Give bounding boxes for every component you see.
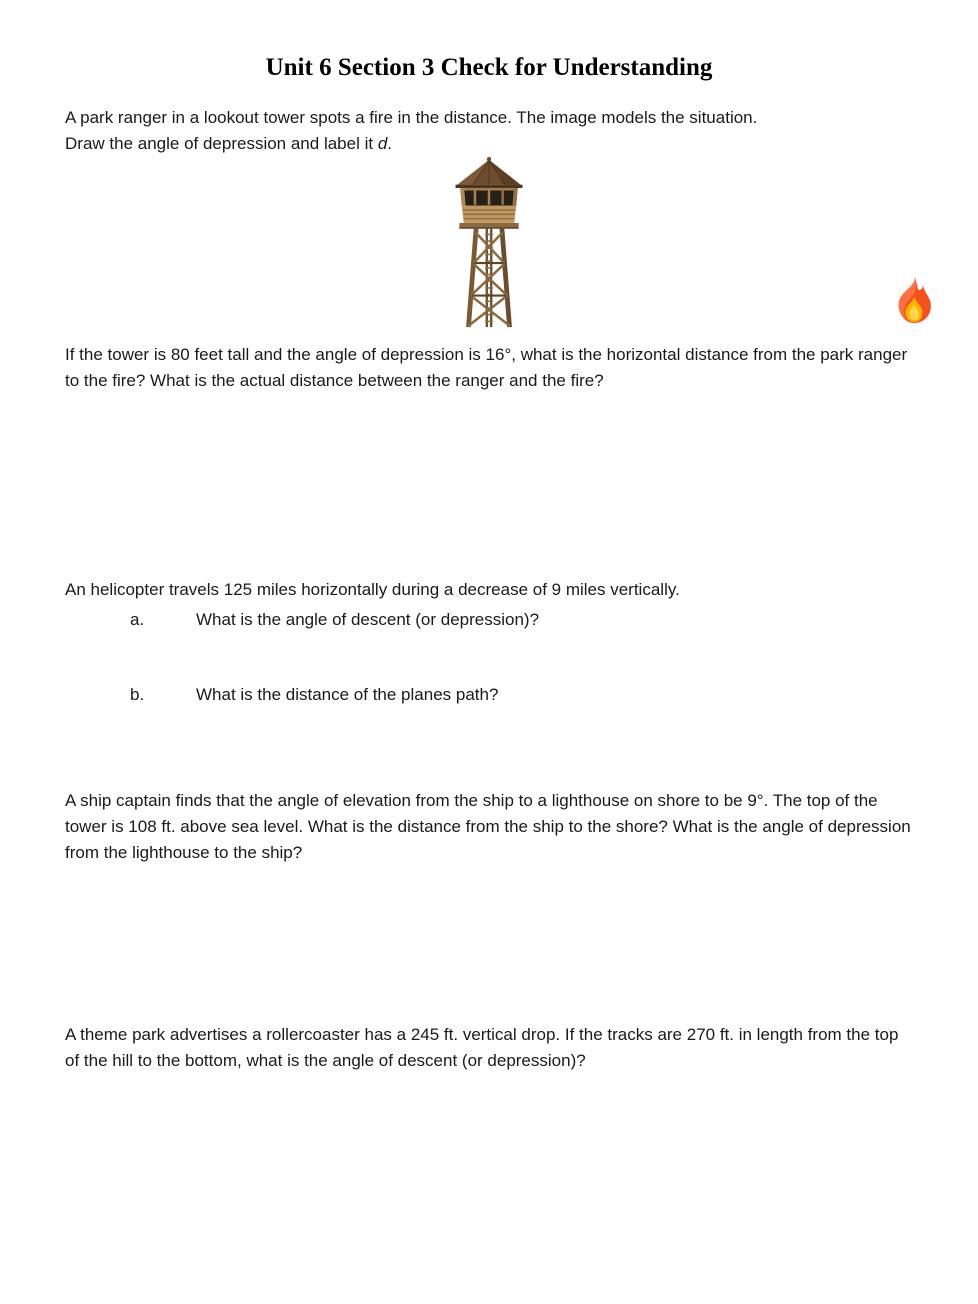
- problem2-part-b-text: What is the distance of the planes path?: [196, 685, 499, 704]
- problem1-line1: A park ranger in a lookout tower spots a fire in the distance. The image models the situation.: [65, 108, 758, 127]
- problem2-intro-text: An helicopter travels 125 miles horizontally during a decrease of 9 miles vertically.: [65, 580, 680, 599]
- problem1-followup-text: If the tower is 80 feet tall and the angle of depression is 16°, what is the horizontal distance from the park ranger to the fire? What is the actual distance between the ranger and the fire?: [65, 345, 908, 390]
- problem4-text: A theme park advertises a rollercoaster has a 245 ft. vertical drop. If the tracks are 270 ft. in length from the top of the hill to the bottom, what is the angle of descent (or depression)?: [65, 1025, 899, 1070]
- problem1-line2-suffix: .: [387, 134, 393, 153]
- problem1-text: [65, 105, 913, 157]
- problem2-part-b: [130, 682, 913, 708]
- lookout-tower-icon: [444, 157, 534, 329]
- problem2-part-a-text: What is the angle of descent (or depression)?: [196, 610, 540, 629]
- problem1-figure: [65, 157, 913, 329]
- page-title: Unit 6 Section 3 Check for Understanding: [265, 54, 713, 81]
- problem1-line2-prefix: Draw the angle of depression and label it: [65, 134, 378, 153]
- problem1-line2: [65, 131, 913, 157]
- problem2-part-b-label: b.: [130, 685, 145, 704]
- problem2-part-a-label: a.: [130, 610, 145, 629]
- problem1-variable: d: [377, 134, 388, 153]
- flame-icon: [888, 275, 940, 327]
- fire-icon: [888, 275, 940, 327]
- problem2-part-a: [130, 607, 913, 633]
- problem3-text: A ship captain finds that the angle of elevation from the ship to a lighthouse on shore to be 9°. The top of the tower is 108 ft. above sea level. What is the distance from the ship to the shore? What is the angle of depression from the lighthouse to the ship?: [65, 791, 911, 862]
- lookout-tower-image: [444, 157, 534, 329]
